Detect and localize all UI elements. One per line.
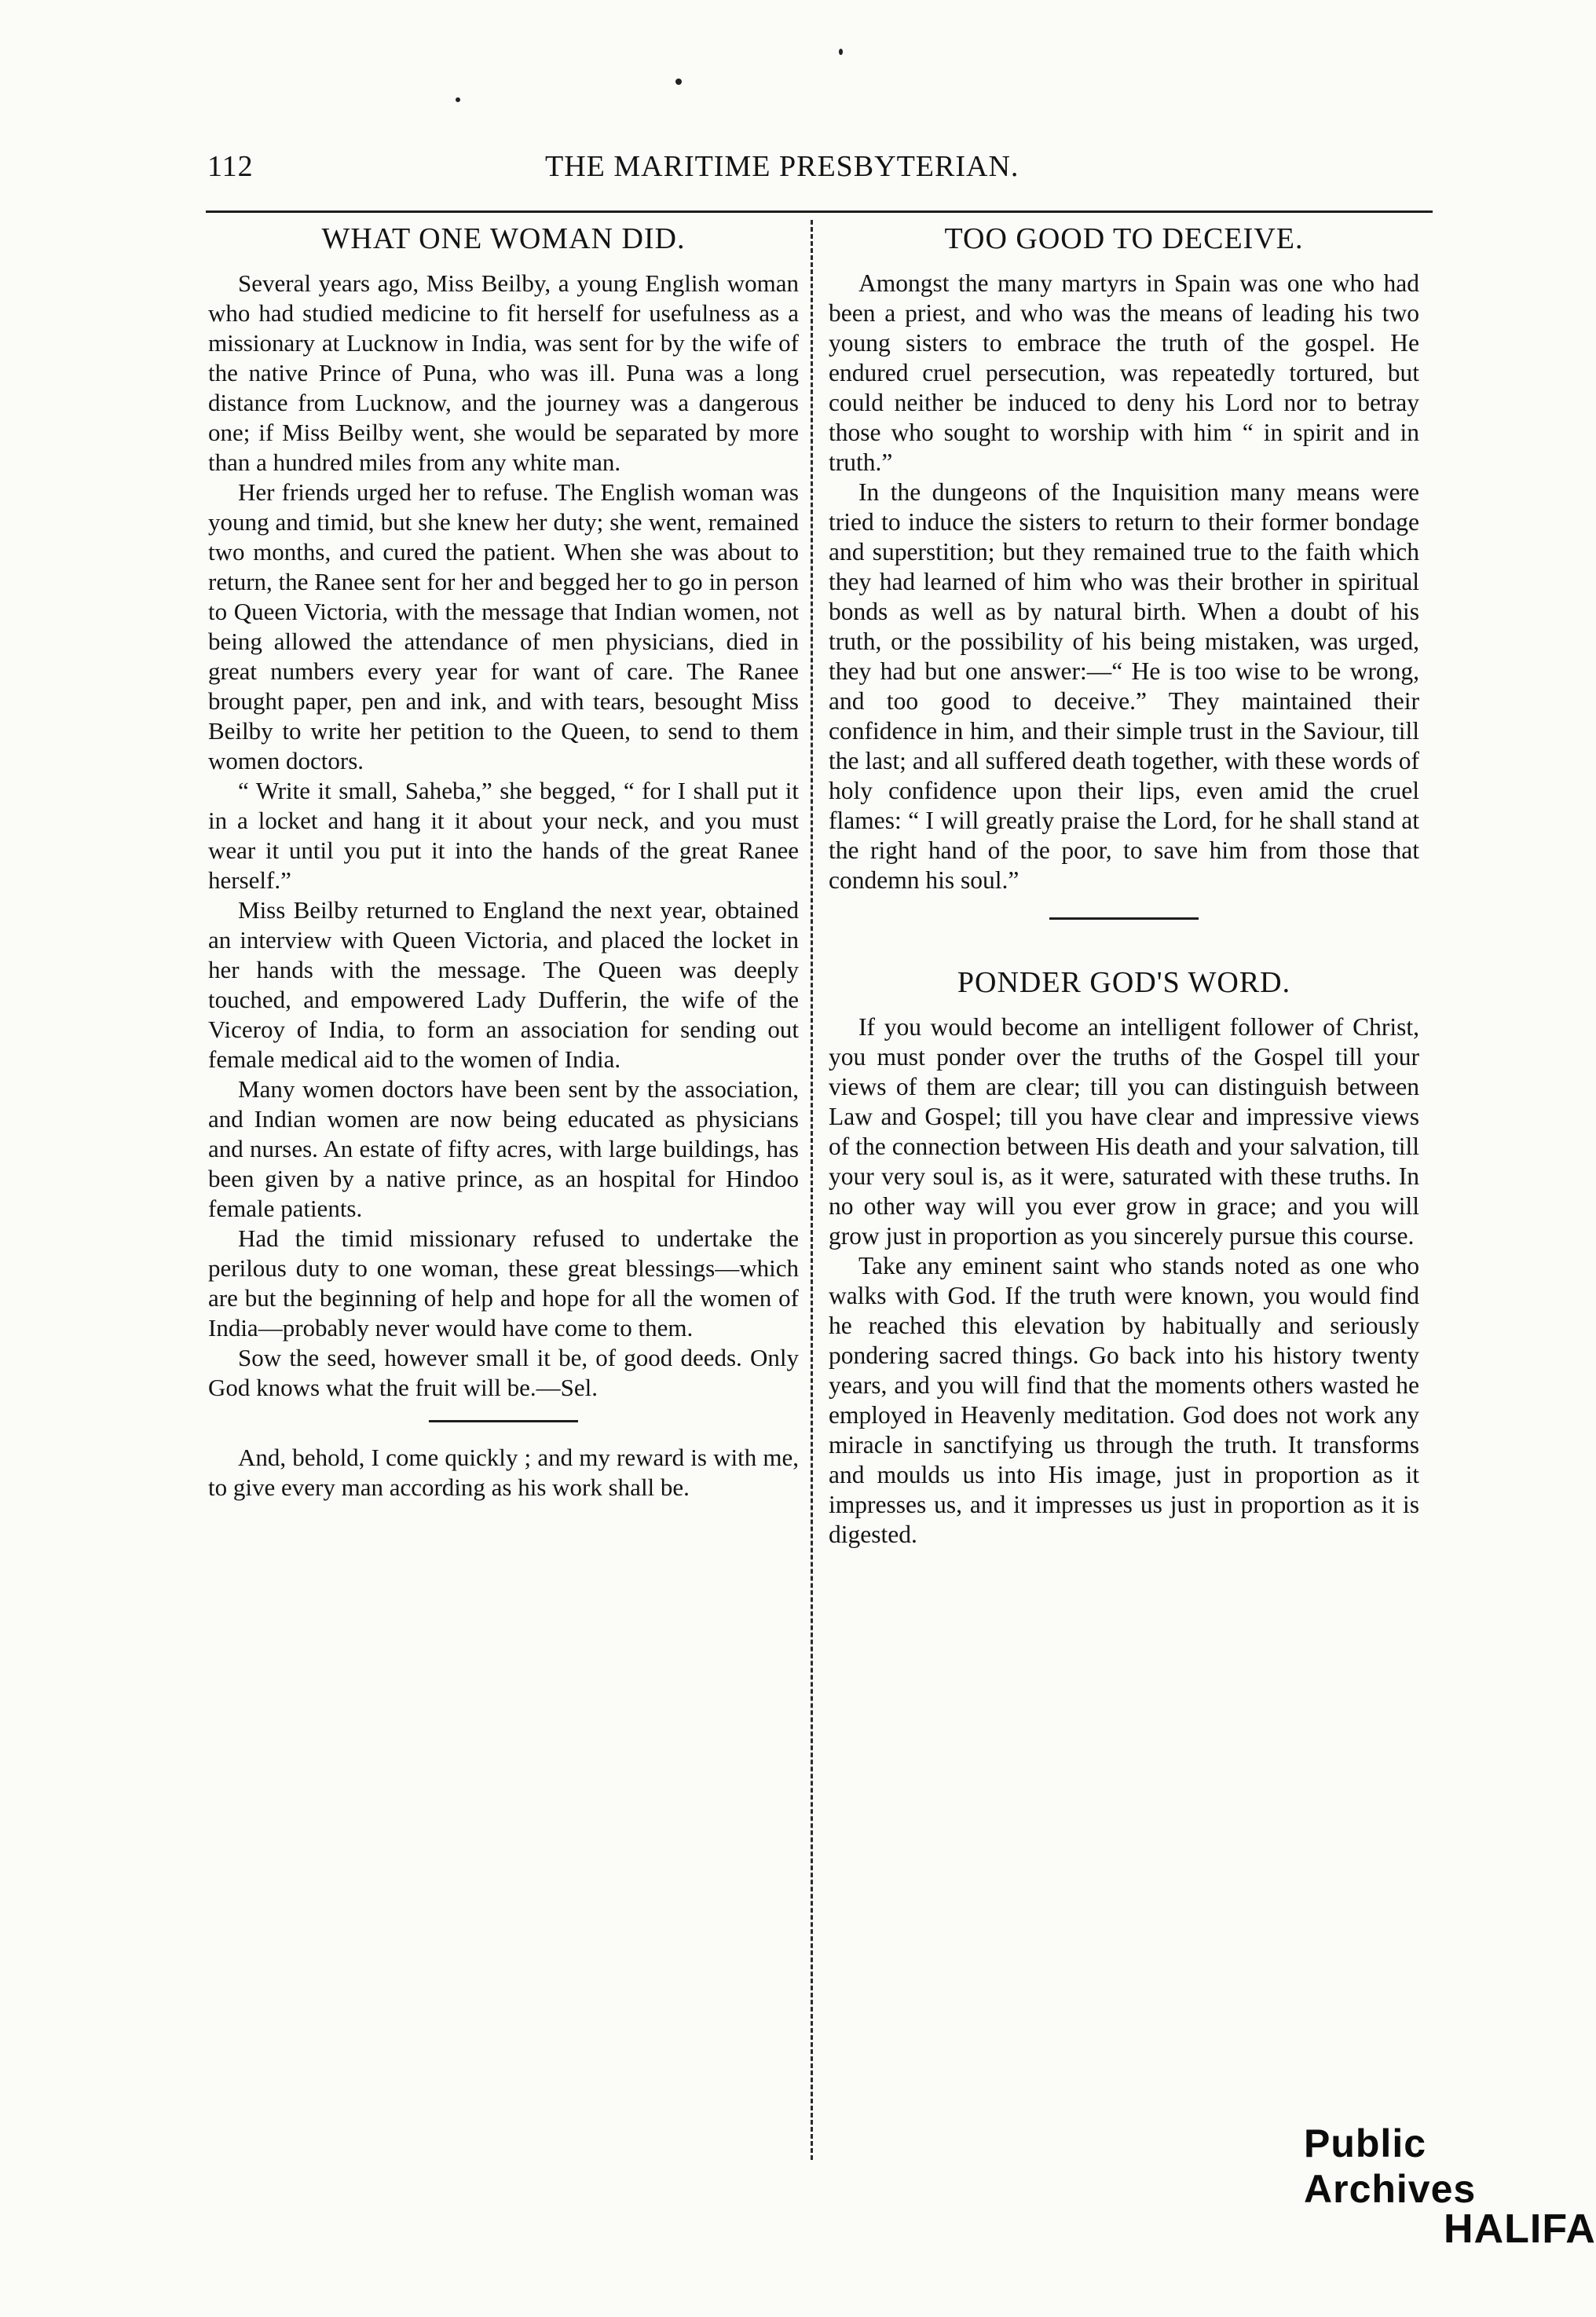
header-rule xyxy=(206,210,1433,213)
scan-speck xyxy=(675,79,682,85)
stamp-line-1: Public Archives xyxy=(1304,2121,1477,2211)
column-divider xyxy=(811,220,813,2160)
article-paragraph: Several years ago, Miss Beilby, a young English woman who had studied medicine to fit herself for usefulness as a missionary at Lucknow in India, was sent for by the wife of the native Prince of Puna, who was ill. Puna was a long distance from Lucknow, and the journey was a dangerous one; if Miss Beilby went, she would be separated by more than a hundred miles from any white man. xyxy=(208,269,799,476)
article-title: WHAT ONE WOMAN DID. xyxy=(321,222,686,255)
section-rule xyxy=(1049,917,1199,920)
section-rule xyxy=(429,1420,578,1422)
left-column xyxy=(208,221,799,1503)
scripture-quote: And, behold, I come quickly ; and my reward is with me, to give every man according as his work shall be. xyxy=(208,1444,799,1501)
article-paragraph: Had the timid missionary refused to undertake the perilous duty to one woman, these great blessings—which are but the beginning of help and hope for all the women of India—probably never would have come to them. xyxy=(208,1224,799,1342)
stamp-line-2: HALIFA xyxy=(1444,2206,1596,2252)
article-paragraph: Take any eminent saint who stands noted as one who walks with God. If the truth were known, you would find he reached this elevation by habitually and seriously pondering sacred things. Go back into his history twenty years, and you will find that the moments others wasted he employed in Heavenly meditation. God does not work any miracle in sanctifying us through the truth. It transforms and moulds us into His image, just in proportion as it impresses us, and it impresses us just in proportion as it is digested. xyxy=(829,1252,1419,1548)
article-paragraph: Sow the seed, however small it be, of good deeds. Only God knows what the fruit will be.—Sel. xyxy=(208,1344,799,1401)
article-title: PONDER GOD'S WORD. xyxy=(957,966,1291,999)
archive-stamp xyxy=(1304,2121,1596,2309)
scan-speck xyxy=(839,49,843,55)
page-header xyxy=(207,149,1433,204)
article-paragraph: “ Write it small, Saheba,” she begged, “ for I shall put it in a locket and hang it it about your neck, and you must wear it until you put it into the hands of the great Ranee herself.” xyxy=(208,777,799,894)
article-paragraph: Her friends urged her to refuse. The English woman was young and timid, but she knew her duty; she went, remained two months, and cured the patient. When she was about to return, the Ranee sent for her and begged her to go in person to Queen Victoria, with the message that Indian women, not being allowed the attendance of men physicians, died in great numbers every year for want of care. The Ranee brought paper, pen and ink, and with tears, besought Miss Beilby to write her petition to the Queen, to send to them women doctors. xyxy=(208,478,799,774)
article-title: TOO GOOD TO DECEIVE. xyxy=(944,222,1304,255)
article-paragraph: In the dungeons of the Inquisition many means were tried to induce the sisters to return to their former bondage and superstition; but they remained true to the faith which they had learned of him who was their brother in spiritual bonds as well as by natural birth. When a doubt of his truth, or the possibility of his being mistaken, was urged, they had but one answer:—“ He is too wise to be wrong, and too good to deceive.” They maintained their confidence in him, and their simple trust in the Saviour, till the last; and all suffered death together, with these words of holy confidence upon their lips, even amid the cruel flames: “ I will greatly praise the Lord, for he shall stand at the right hand of the poor, to save him from those that condemn his soul.” xyxy=(829,478,1419,894)
article-paragraph: Miss Beilby returned to England the next year, obtained an interview with Queen Victoria, and placed the locket in her hands with the message. The Queen was deeply touched, and empowered Lady Dufferin, the wife of the Viceroy of India, to form an association for sending out female medical aid to the women of India. xyxy=(208,896,799,1073)
scan-speck xyxy=(456,97,460,102)
page-number: 112 xyxy=(207,150,254,183)
article-paragraph: Amongst the many martyrs in Spain was one who had been a priest, and who was the means of leading his two young sisters to embrace the truth of the gospel. He endured cruel persecution, was repeatedly tortured, but could neither be induced to deny his Lord nor to betray those who sought to worship with him “ in spirit and in truth.” xyxy=(829,269,1419,476)
right-column xyxy=(829,221,1419,1550)
masthead-title: THE MARITIME PRESBYTERIAN. xyxy=(545,150,1019,183)
article-paragraph: If you would become an intelligent follower of Christ, you must ponder over the truths of the Gospel till your views of them are clear; till you can distinguish between Law and Gospel; till you have clear and impressive views of the connection between His death and your salvation, till your very soul is, as it were, saturated with these truths. In no other way will you ever grow in grace; and you will grow just in proportion as you sincerely pursue this course. xyxy=(829,1013,1419,1250)
article-paragraph: Many women doctors have been sent by the association, and Indian women are now being educated as physicians and nurses. An estate of fifty acres, with large buildings, has been given by a native prince, as an hospital for Hindoo female patients. xyxy=(208,1075,799,1222)
